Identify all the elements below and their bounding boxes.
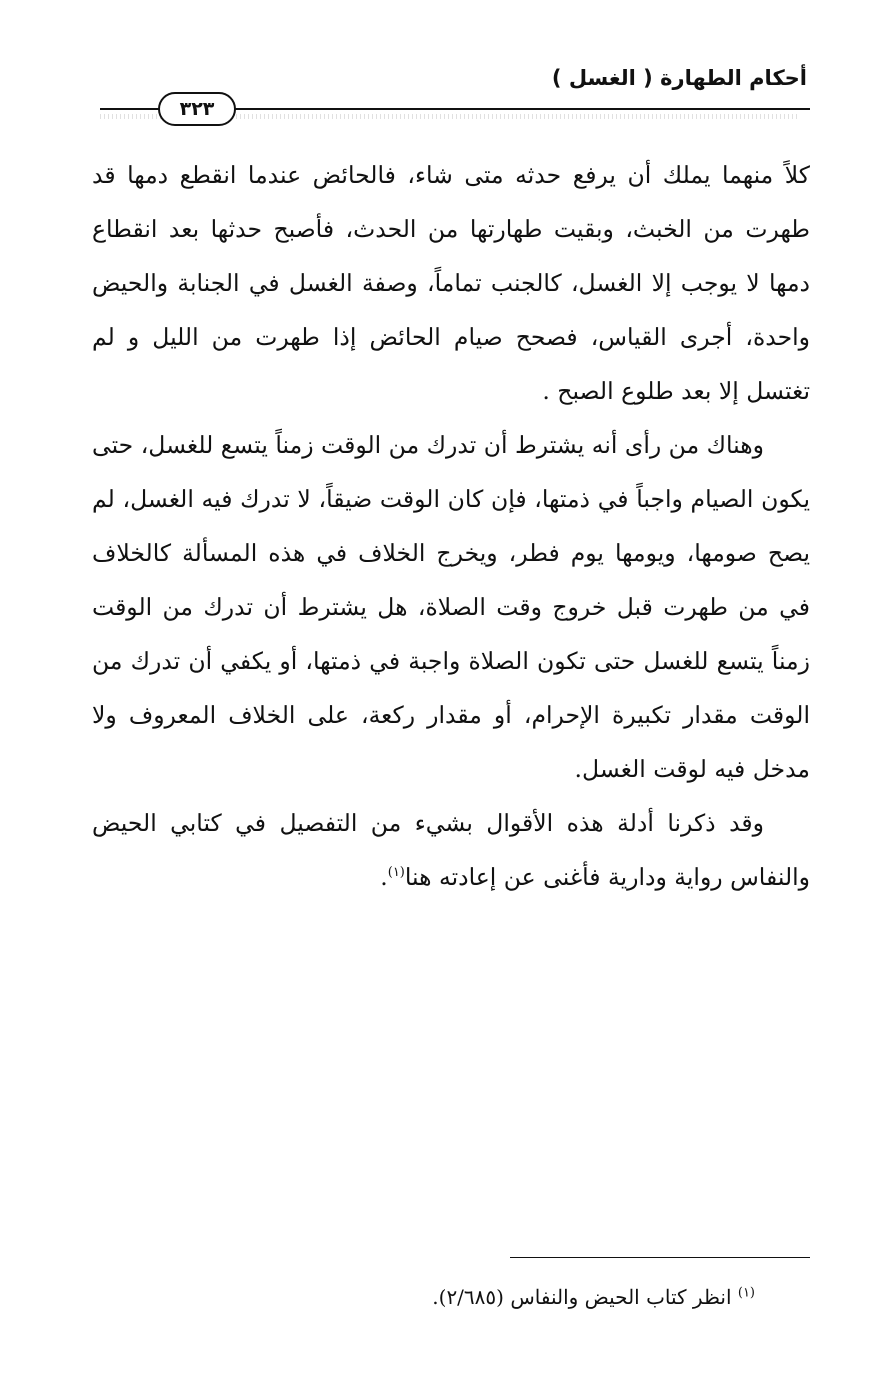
- paragraph-3-end: .: [380, 863, 388, 891]
- page-number: ٣٢٣: [158, 92, 236, 126]
- main-text: [92, 148, 810, 904]
- footnote-marker: (١): [737, 1285, 755, 1301]
- footnote: [432, 1282, 755, 1312]
- paragraph-3-text: وقد ذكرنا أدلة هذه الأقوال بشيء من التفصيل في كتابي الحيض والنفاس رواية ودارية فأغنى عن إعادته هنا: [92, 809, 810, 891]
- paragraph-1: كلاً منهما يملك أن يرفع حدثه متى شاء، فالحائض عندما انقطع دمها قد طهرت من الخبث، وبقيت طهارتها من الحدث، فأصبح حدثها بعد انقطاع دمها لا يوجب إلا الغسل، كالجنب تماماً، وصفة الغسل في الجنابة والحيض واحدة، أجرى القياس، فصحح صيام الحائض إذا طهرت من الليل و لم تغتسل إلا بعد طلوع الصبح .: [92, 161, 810, 405]
- footnote-reference[interactable]: (١): [387, 865, 405, 881]
- footnote-separator: [510, 1257, 810, 1258]
- footnote-text: انظر كتاب الحيض والنفاس (٢/٦٨٥).: [432, 1285, 732, 1309]
- paragraph-3: [92, 796, 810, 904]
- paragraph-2: وهناك من رأى أنه يشترط أن تدرك من الوقت زمناً يتسع للغسل، حتى يكون الصيام واجباً في ذمتها، فإن كان الوقت ضيقاً، لا تدرك فيه الغسل، لم يصح صومها، ويومها يوم فطر، ويخرج الخلاف في هذه المسألة كالخلاف في من طهرت قبل خروج وقت الصلاة، هل يشترط أن تدرك من الوقت زمناً يتسع للغسل حتى تكون الصلاة واجبة في ذمتها، أو يكفي أن تدرك من الوقت مقدار تكبيرة الإحرام، أو مقدار ركعة، على الخلاف المعروف ولا مدخل فيه لوقت الغسل.: [92, 431, 810, 783]
- running-header-title: أحكام الطهارة ( الغسل ): [551, 66, 807, 90]
